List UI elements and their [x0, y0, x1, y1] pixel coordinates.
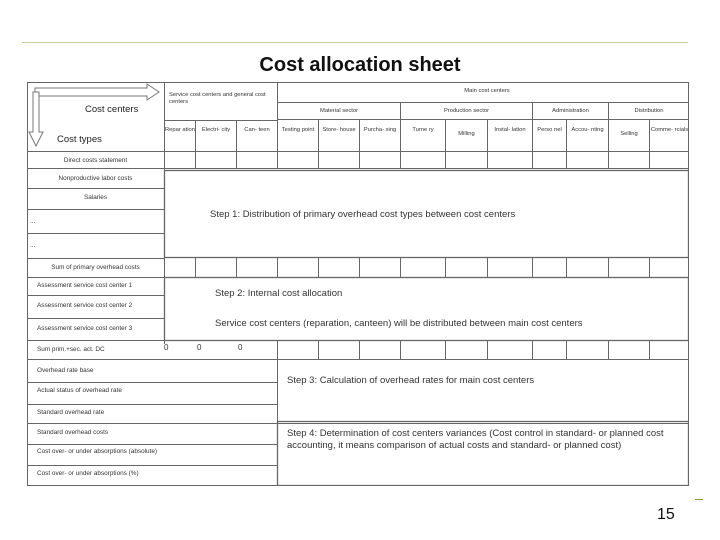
col-testing-point: Testing point	[281, 127, 315, 133]
row-label: Assessment service cost center 2	[37, 302, 133, 309]
row-label: Standard overhead costs	[37, 429, 109, 436]
service-group-header: Service cost centers and general cost centers	[169, 92, 266, 105]
row-label: Sum prim.+sec. act. DC	[37, 346, 105, 353]
row-label: Nonproductive labor costs	[58, 175, 133, 182]
col-electricity: Electri- city	[201, 127, 231, 133]
row-label: Sum of primary overhead costs	[51, 264, 140, 271]
step1-text: Step 1: Distribution of primary overhead cost types between cost centers	[210, 209, 516, 220]
row-label: ...	[30, 218, 36, 225]
corner-accent	[695, 499, 703, 500]
zero-value: 0	[197, 343, 202, 352]
col-installation: Instal- lation	[494, 127, 526, 133]
sector-administration: Administration	[552, 108, 589, 114]
col-commercials: Comme- rcials	[650, 127, 689, 133]
zero-value: 0	[238, 343, 243, 352]
step4-text: Step 4: Determination of cost centers variances (Cost control in standard- or planned cost accounting, it means comparison of actual costs and standard- or planned cost)	[287, 428, 664, 451]
row-label: Overhead rate base	[37, 367, 94, 374]
main-group-header: Main cost centers	[464, 88, 510, 94]
step2-detail: Service cost centers (reparation, canteen) will be distributed between main cost centers	[215, 318, 583, 329]
col-reparation: Repar ation	[165, 127, 195, 133]
row-label: Cost over- or under absorptions (%)	[37, 470, 139, 477]
page-title: Cost allocation sheet	[259, 54, 461, 76]
row-label: Direct costs statement	[63, 157, 128, 164]
row-label: Actual status of overhead rate	[37, 387, 122, 394]
col-selling: Selling	[620, 131, 638, 137]
right-arrow-icon	[35, 84, 159, 100]
col-accounting: Accou- nting	[571, 127, 604, 133]
row-label: Salaries	[83, 194, 108, 201]
row-label: Assessment service cost center 1	[37, 282, 133, 289]
sector-material: Material sector	[319, 108, 358, 114]
down-arrow-icon	[29, 92, 43, 146]
page-number: 15	[657, 506, 675, 523]
col-personel: Perso nel	[537, 127, 562, 133]
col-canteen: Can- teen	[244, 127, 270, 133]
sector-production: Production sector	[443, 108, 490, 114]
sector-distribution: Distribution	[634, 108, 664, 114]
corner-cost-centers: Cost centers	[85, 104, 139, 115]
row-label: ...	[30, 242, 36, 249]
col-turnery: Turne ry	[412, 127, 434, 133]
row-label: Standard overhead rate	[37, 409, 105, 416]
row-label: Assessment service cost center 3	[37, 325, 133, 332]
col-purchasing: Purcha- sing	[363, 127, 397, 133]
corner-cost-types: Cost types	[57, 134, 102, 145]
row-label: Cost over- or under absorptions (absolute)	[37, 448, 158, 455]
col-milling: Milling	[458, 131, 475, 137]
step2-title: Step 2: Internal cost allocation	[215, 288, 343, 299]
col-storehouse: Store- house	[322, 127, 356, 133]
step3-text: Step 3: Calculation of overhead rates for main cost centers	[287, 375, 535, 386]
zero-value: 0	[164, 343, 169, 352]
top-rule	[22, 42, 688, 43]
cost-allocation-sheet	[27, 82, 689, 486]
